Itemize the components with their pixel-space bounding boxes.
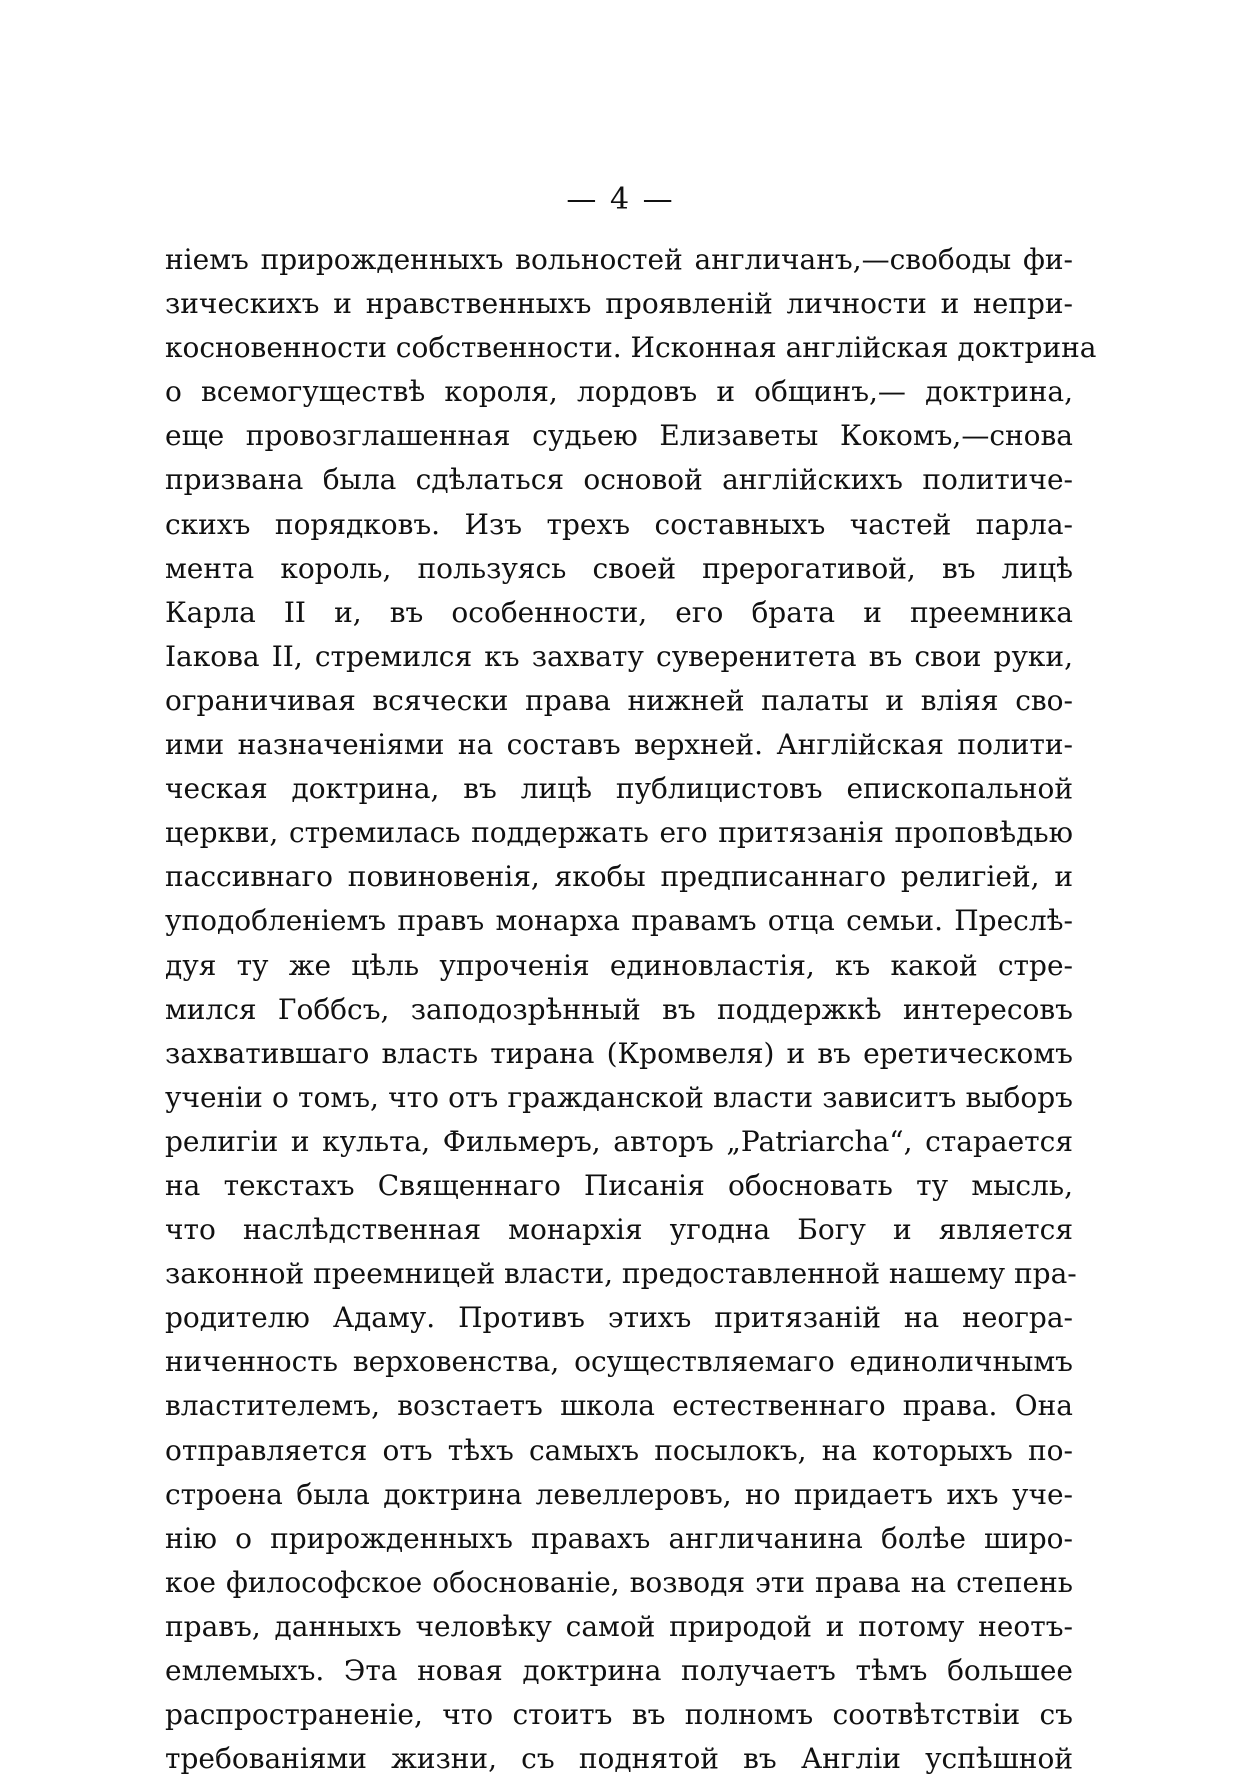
text-line: ученіи о томъ, что отъ гражданской власти зависитъ выборъ	[165, 1080, 1073, 1114]
text-line: косновенности собственности. Исконная англійская доктрина	[165, 331, 1097, 365]
text-line: Іакова II, стремился къ захвату суверенитета въ свои руки,	[165, 639, 1073, 673]
text-line: требованіями жизни, съ поднятой въ Англіи успѣшной	[165, 1742, 1073, 1776]
text-line: призвана была сдѣлаться основой англійскихъ политиче-	[165, 463, 1073, 497]
page-number: — 4 —	[566, 182, 675, 217]
text-line: мента король, пользуясь своей прерогативой, въ лицѣ	[165, 551, 1073, 585]
text-line: властителемъ, возстаетъ школа естественнаго права. Она	[165, 1389, 1073, 1423]
text-line: религіи и культа, Фильмеръ, авторъ „Patriarcha“, старается	[165, 1124, 1073, 1158]
text-line: дуя ту же цѣль упроченія единовластія, къ какой стре-	[165, 948, 1073, 982]
text-line: законной преемницей власти, предоставленной нашему пра-	[165, 1257, 1077, 1291]
text-line: емлемыхъ. Эта новая доктрина получаетъ тѣмъ большее	[165, 1654, 1073, 1687]
text-line: нію о прирожденныхъ правахъ англичанина болѣе широ-	[165, 1521, 1073, 1555]
text-line: еще провозглашенная судьею Елизаветы Кокомъ,—снова	[165, 419, 1073, 453]
text-line: мился Гоббсъ, заподозрѣнный въ поддержкѣ интересовъ	[165, 992, 1073, 1026]
text-line: зическихъ и нравственныхъ проявленій личности и непри-	[165, 287, 1073, 321]
text-line: кое философское обоснованіе, возводя эти права на степень	[165, 1565, 1073, 1599]
text-line: скихъ порядковъ. Изъ трехъ составныхъ частей парла-	[165, 507, 1073, 541]
text-line: ограничивая всячески права нижней палаты и вліяя сво-	[165, 683, 1073, 717]
body-text	[165, 238, 1097, 1781]
text-line: о всемогуществѣ короля, лордовъ и общинъ,— доктрина,	[165, 375, 1073, 409]
text-line: пассивнаго повиновенія, якобы предписаннаго религіей, и	[165, 860, 1073, 894]
text-line: что наслѣдственная монархія угодна Богу и является	[165, 1213, 1073, 1247]
text-line: распространеніе, что стоитъ въ полномъ соотвѣтствіи съ	[165, 1698, 1073, 1732]
text-line: ниченность верховенства, осуществляемаго единоличнымъ	[165, 1345, 1073, 1379]
text-line: ніемъ прирожденныхъ вольностей англичанъ,—свободы фи-	[165, 243, 1073, 276]
text-line: строена была доктрина левеллеровъ, но придаетъ ихъ уче-	[165, 1477, 1073, 1511]
text-line: родителю Адаму. Противъ этихъ притязаній на неогра-	[165, 1301, 1073, 1335]
text-line: захватившаго власть тирана (Кромвеля) и въ еретическомъ	[165, 1036, 1073, 1070]
text-line: ческая доктрина, въ лицѣ публицистовъ епископальной	[165, 772, 1073, 806]
text-line: Карла II и, въ особенности, его брата и преемника	[165, 595, 1073, 629]
text-line: уподобленіемъ правъ монарха правамъ отца семьи. Преслѣ-	[165, 904, 1073, 938]
text-line: церкви, стремилась поддержать его притязанія проповѣдью	[165, 816, 1073, 850]
text-line: отправляется отъ тѣхъ самыхъ посылокъ, на которыхъ по-	[165, 1433, 1073, 1467]
text-line: правъ, данныхъ человѣку самой природой и потому неотъ-	[165, 1609, 1073, 1643]
text-line: на текстахъ Священнаго Писанія обосновать ту мысль,	[165, 1168, 1073, 1202]
text-line: ими назначеніями на составъ верхней. Англійская полити-	[165, 728, 1073, 762]
